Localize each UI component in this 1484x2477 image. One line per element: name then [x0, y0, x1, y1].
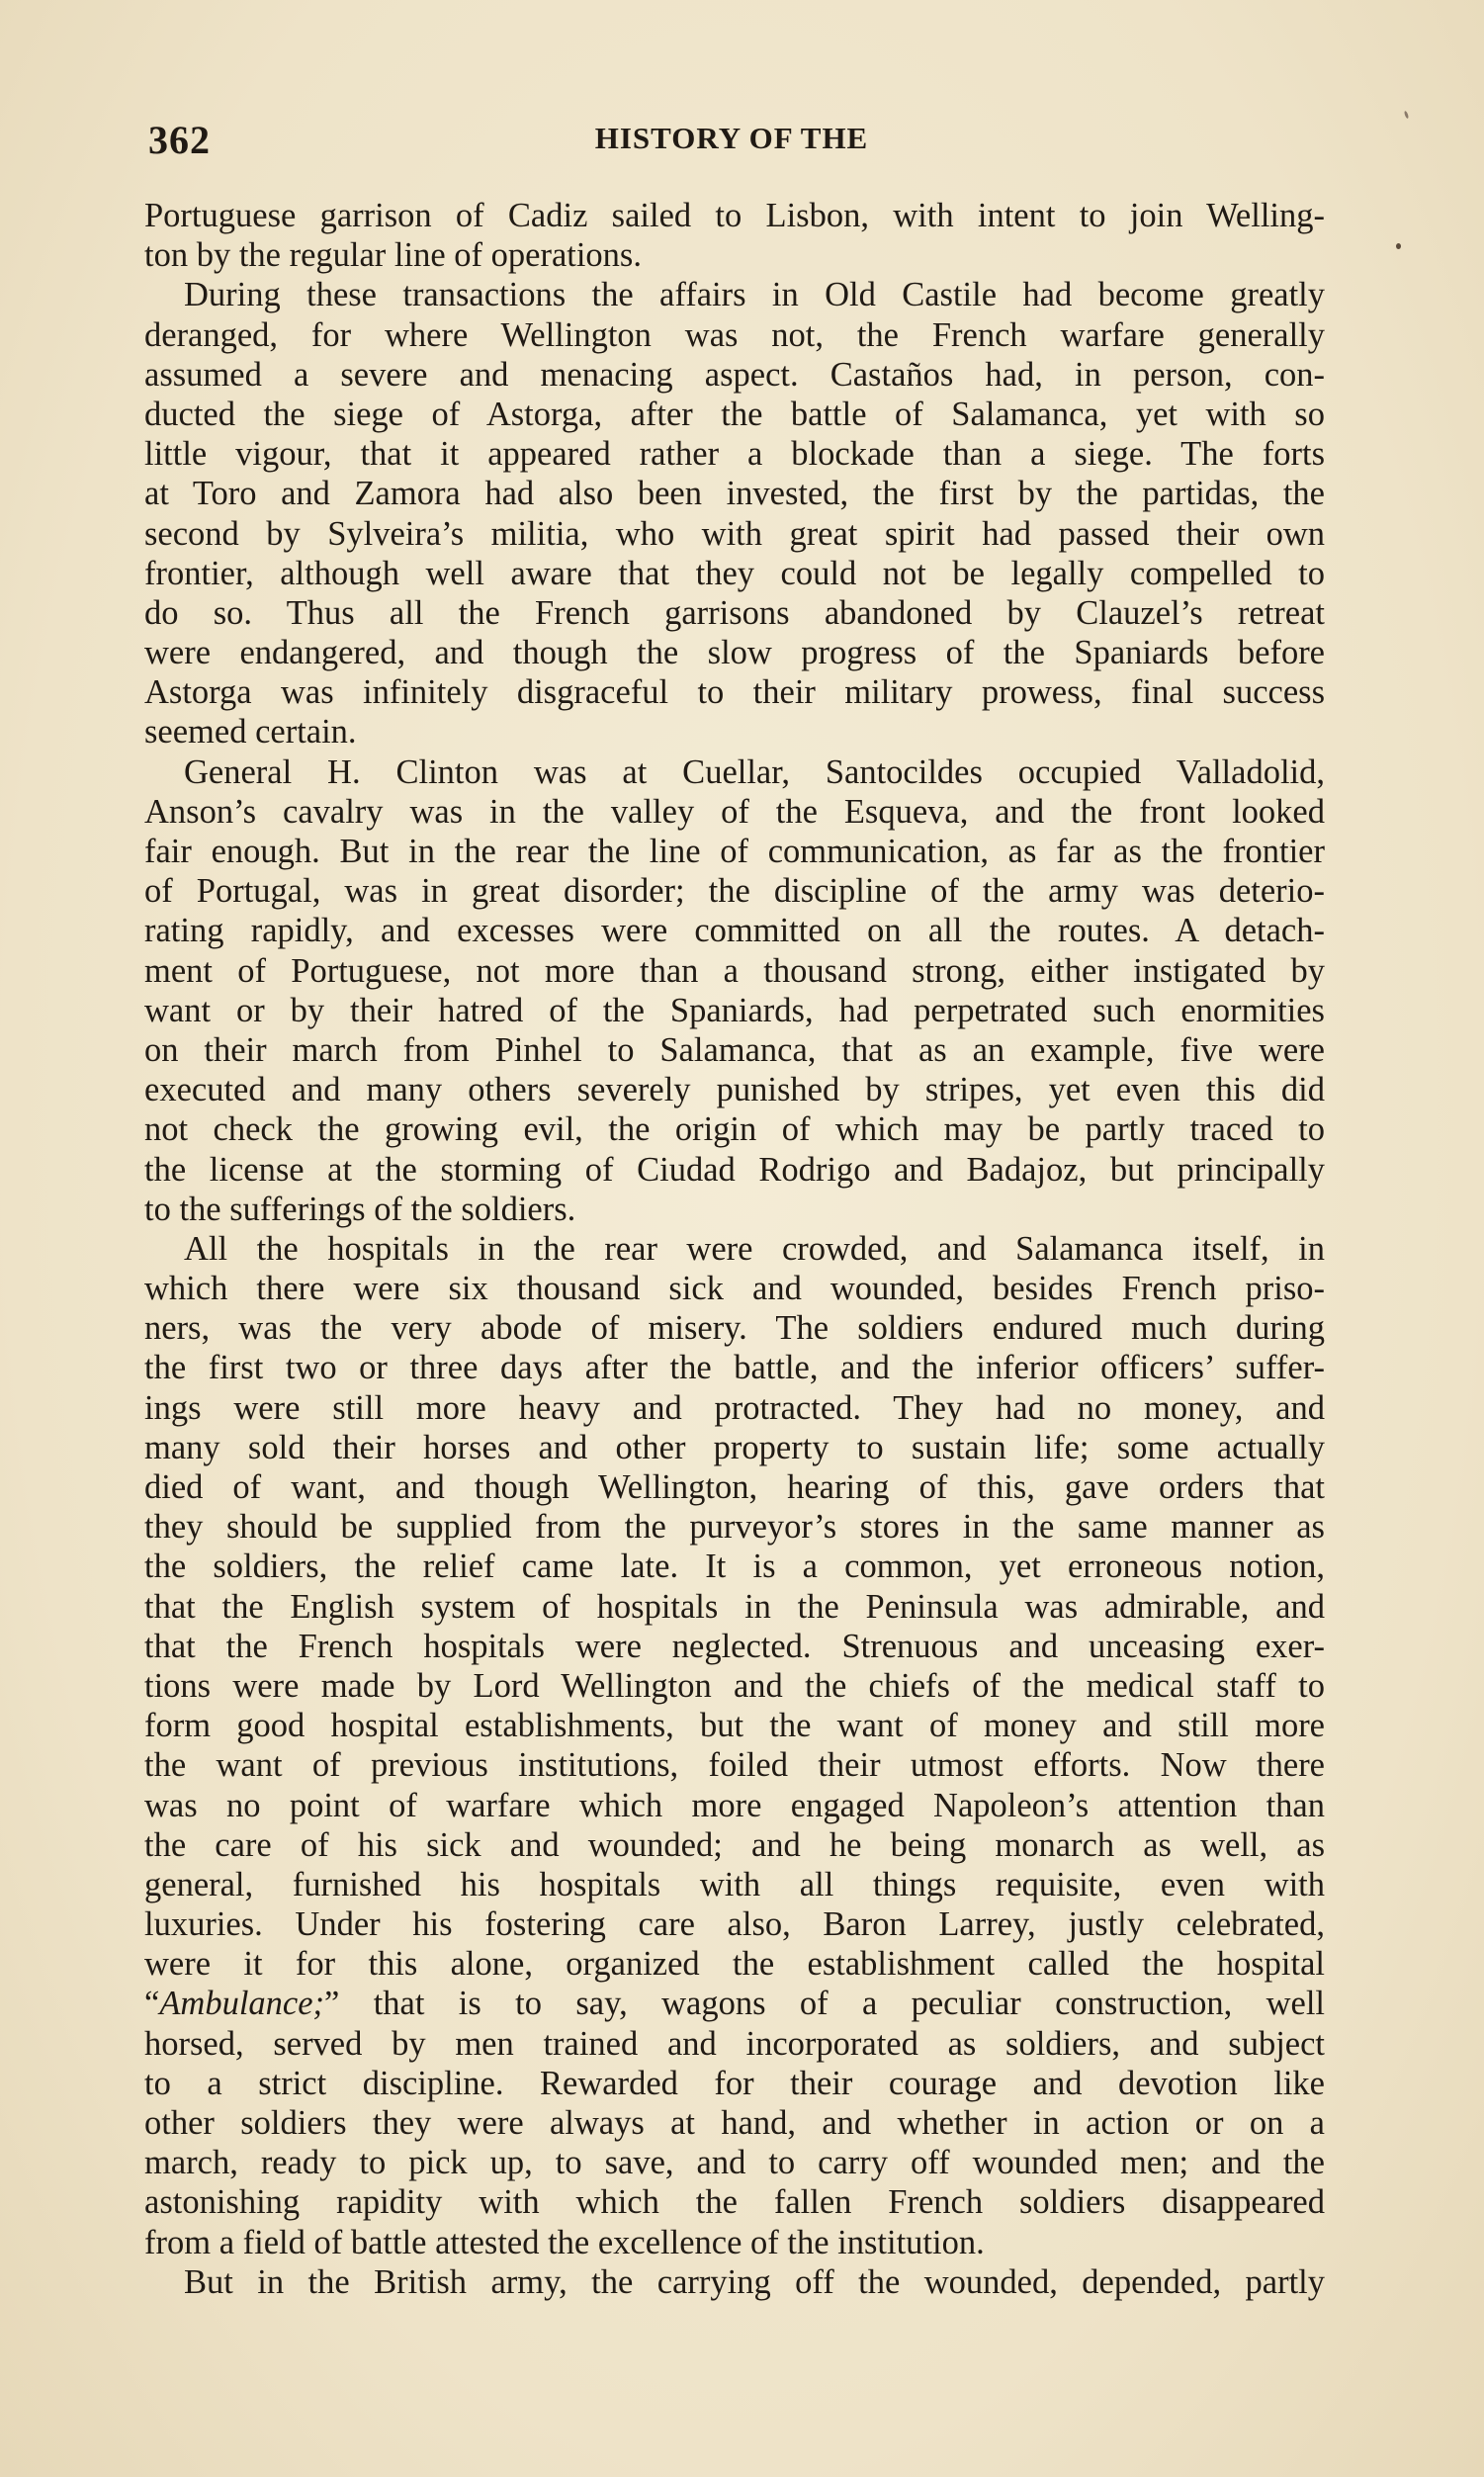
text-line: ings were still more heavy and protracted. They had no money, and: [144, 1388, 1325, 1427]
text-line: other soldiers they were always at hand, and whether in action or on a: [144, 2104, 1325, 2142]
text-line: luxuries. Under his fostering care also, Baron Larrey, justly celebrated,: [144, 1905, 1325, 1944]
text-line: was no point of warfare which more engaged Napoleon’s attention than: [144, 1786, 1325, 1824]
text-line: rating rapidly, and excesses were committed on all the routes. A detach-: [144, 912, 1325, 950]
text-line: But in the British army, the carrying off the wounded, depended, partly: [184, 2262, 1325, 2301]
text-line: the first two or three days after the battle, and the inferior officers’ suffer-: [144, 1349, 1325, 1387]
text-line: deranged, for where Wellington was not, the French warfare generally: [144, 315, 1325, 354]
text-line: form good hospital establishments, but the want of money and still more: [144, 1707, 1325, 1745]
body-text: [144, 196, 1325, 2302]
text-line: horsed, served by men trained and incorporated as soldiers, and subject: [144, 2024, 1325, 2063]
ink-speck: [1404, 111, 1410, 120]
text-line: died of want, and though Wellington, hearing of this, gave orders that: [144, 1468, 1325, 1506]
text-line: to a strict discipline. Rewarded for their courage and devotion like: [144, 2064, 1325, 2102]
text-line: which there were six thousand sick and wounded, besides French priso-: [144, 1270, 1325, 1308]
text-line: ners, was the very abode of misery. The soldiers endured much during: [144, 1309, 1325, 1348]
text-line: tions were made by Lord Wellington and the chiefs of the medical staff to: [144, 1666, 1325, 1705]
text-line: All the hospitals in the rear were crowded, and Salamanca itself, in: [184, 1229, 1325, 1268]
text-line: General H. Clinton was at Cuellar, Santocildes occupied Valladolid,: [184, 752, 1325, 791]
text-line: many sold their horses and other property to sustain life; some actually: [144, 1428, 1325, 1466]
text-line: general, furnished his hospitals with all things requisite, even with: [144, 1865, 1325, 1903]
text-line: Portuguese garrison of Cadiz sailed to Lisbon, with intent to join Welling-: [144, 197, 1325, 234]
text-line: astonishing rapidity with which the fallen French soldiers disappeared: [144, 2183, 1325, 2222]
page-header: [138, 117, 1325, 176]
text-line: second by Sylveira’s militia, who with great spirit had passed their own: [144, 514, 1325, 553]
text-line: During these transactions the affairs in Old Castile had become greatly: [184, 276, 1325, 314]
text-line: the want of previous institutions, foiled their utmost efforts. Now there: [144, 1746, 1325, 1785]
text-line: march, ready to pick up, to save, and to carry off wounded men; and the: [144, 2144, 1325, 2182]
text-line: fair enough. But in the rear the line of communication, as far as the frontier: [144, 833, 1325, 870]
text-line: Astorga was infinitely disgraceful to their military prowess, final success: [144, 673, 1325, 712]
text-line: seemed certain.: [144, 713, 357, 752]
text-line: to the sufferings of the soldiers.: [144, 1190, 576, 1228]
text-line: assumed a severe and menacing aspect. Castaños had, in person, con-: [144, 355, 1325, 394]
italic-term: Ambulance;: [159, 1985, 325, 2023]
text-line: were endangered, and though the slow progress of the Spaniards before: [144, 634, 1325, 672]
text-line: want or by their hatred of the Spaniards, had perpetrated such enormities: [144, 991, 1325, 1029]
text-line: ment of Portuguese, not more than a thousand strong, either instigated by: [144, 951, 1325, 990]
text-line: the soldiers, the relief came late. It is a common, yet erroneous notion,: [144, 1548, 1325, 1586]
text-line: Anson’s cavalry was in the valley of the Esqueva, and the front looked: [144, 792, 1325, 831]
page-number: 362: [148, 118, 211, 162]
text-line: were it for this alone, organized the establishment called the hospital: [144, 1945, 1325, 1984]
text-line: at Toro and Zamora had also been invested, the first by the partidas, the: [144, 475, 1325, 513]
text-line: on their march from Pinhel to Salamanca, that as an example, five were: [144, 1030, 1325, 1069]
text-line: of Portugal, was in great disorder; the discipline of the army was deterio-: [144, 872, 1325, 911]
text-line: not check the growing evil, the origin of which may be partly traced to: [144, 1110, 1325, 1149]
ink-speck: [1396, 243, 1401, 249]
text-line: the care of his sick and wounded; and he being monarch as well, as: [144, 1825, 1325, 1864]
text-line: that the English system of hospitals in the Peninsula was admirable, and: [144, 1587, 1325, 1626]
text-line: executed and many others severely punished by stripes, yet even this did: [144, 1071, 1325, 1109]
text-line: do so. Thus all the French garrisons abandoned by Clauzel’s retreat: [144, 593, 1325, 632]
text-line: that the French hospitals were neglected. Strenuous and unceasing exer-: [144, 1627, 1325, 1665]
running-title: HISTORY OF THE: [594, 121, 869, 155]
text-line: they should be supplied from the purveyor’s stores in the same manner as: [144, 1508, 1325, 1547]
text-line: the license at the storming of Ciudad Rodrigo and Badajoz, but principally: [144, 1150, 1325, 1189]
text-line: little vigour, that it appeared rather a blockade than a siege. The forts: [144, 435, 1325, 474]
text-line: frontier, although well aware that they could not be legally compelled to: [144, 554, 1325, 592]
text-line: from a field of battle attested the excellence of the institution.: [144, 2223, 985, 2261]
text-line: ton by the regular line of operations.: [144, 236, 642, 275]
text-line: ducted the siege of Astorga, after the battle of Salamanca, yet with so: [144, 395, 1325, 433]
text-line-ambulance: “Ambulance;” that is to say, wagons of a peculiar construction, well: [144, 1985, 1325, 2023]
